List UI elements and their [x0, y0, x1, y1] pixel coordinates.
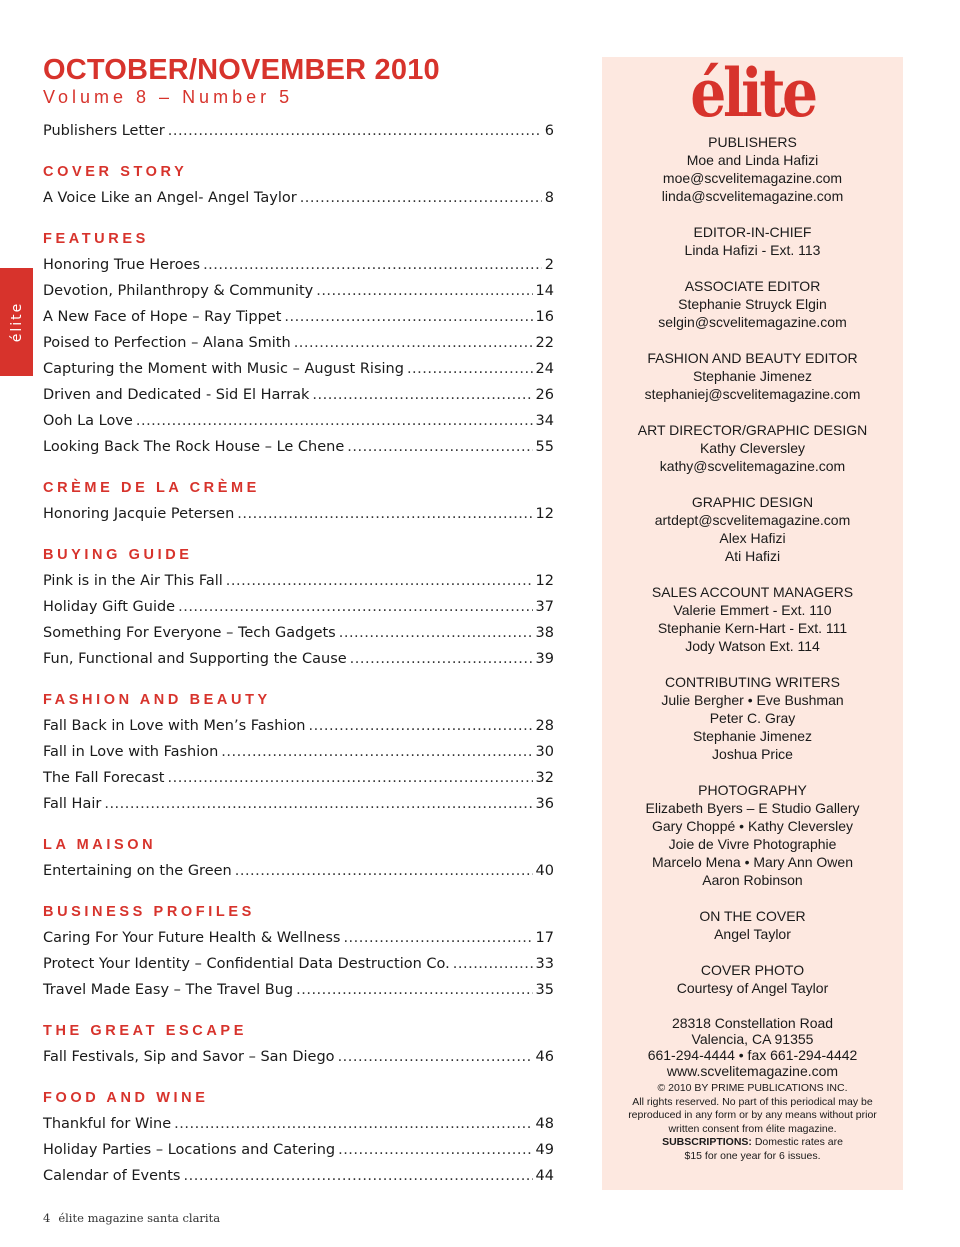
masthead-role: PUBLISHERS — [708, 134, 797, 150]
toc-dot-leader — [178, 594, 532, 620]
toc-entry[interactable] — [43, 951, 554, 977]
toc-entry-page: 12 — [535, 573, 554, 589]
toc-dot-leader — [296, 977, 532, 1003]
toc-entry[interactable] — [43, 501, 554, 527]
toc-dot-leader — [284, 304, 532, 330]
toc-entry-title: Fun, Functional and Supporting the Cause — [43, 651, 347, 667]
toc-dot-leader — [294, 330, 533, 356]
toc-entry[interactable] — [43, 185, 554, 211]
toc-entry[interactable] — [43, 1163, 554, 1189]
toc-dot-leader — [168, 118, 542, 144]
address-line[interactable]: www.scvelitemagazine.com — [666, 1063, 839, 1079]
toc-entry-title: Holiday Gift Guide — [43, 599, 176, 615]
legal-line: reproduced in any form or by any means without prior — [628, 1109, 877, 1121]
issue-volume: Volume 8 – Number 5 — [43, 87, 294, 107]
toc-entry-page: 39 — [535, 651, 554, 667]
masthead-block — [602, 493, 903, 565]
toc-entry[interactable] — [43, 594, 554, 620]
toc-entry-title: Fall Hair — [43, 796, 102, 812]
toc-entry-page: 2 — [544, 257, 554, 273]
masthead-block — [602, 277, 903, 331]
toc-entry[interactable] — [43, 977, 554, 1003]
toc-section-heading: BUYING GUIDE — [43, 547, 193, 563]
masthead-legal — [602, 1082, 903, 1136]
subscriptions-label: SUBSCRIPTIONS: — [662, 1136, 752, 1148]
toc-entry-page: 46 — [535, 1049, 554, 1065]
masthead-line: Elizabeth Byers – E Studio Gallery — [645, 800, 860, 816]
toc-entry[interactable] — [43, 925, 554, 951]
address-line: 28318 Constellation Road — [671, 1015, 834, 1031]
toc-entry-title: Entertaining on the Green — [43, 863, 232, 879]
masthead-block — [602, 907, 903, 943]
toc-entry-page: 49 — [535, 1142, 554, 1158]
toc-entry-page: 33 — [535, 956, 554, 972]
masthead-line[interactable]: stephaniej@scvelitemagazine.com — [644, 386, 861, 402]
subscriptions-text: Domestic rates are — [751, 1136, 843, 1148]
toc-dot-leader — [221, 739, 532, 765]
masthead-role: ASSOCIATE EDITOR — [684, 278, 821, 294]
toc-entry-page: 34 — [535, 413, 554, 429]
masthead-block — [602, 583, 903, 655]
toc-dot-leader — [343, 925, 532, 951]
masthead-block — [602, 673, 903, 763]
legal-line: written consent from élite magazine. — [668, 1122, 837, 1135]
toc-entry-title: Capturing the Moment with Music – August Rising — [43, 361, 404, 377]
toc-dot-leader — [350, 646, 533, 672]
toc-entry-page: 6 — [544, 123, 554, 139]
masthead-line[interactable]: kathy@scvelitemagazine.com — [659, 458, 846, 474]
masthead-line[interactable]: selgin@scvelitemagazine.com — [658, 314, 847, 330]
toc-dot-leader — [203, 252, 542, 278]
toc-entry[interactable] — [43, 118, 554, 144]
toc-entry[interactable] — [43, 620, 554, 646]
masthead-block — [602, 223, 903, 259]
masthead-line: Marcelo Mena • Mary Ann Owen — [652, 854, 853, 870]
toc-entry[interactable] — [43, 278, 554, 304]
masthead-line: Jody Watson Ext. 114 — [685, 638, 820, 654]
toc-entry-page: 14 — [535, 283, 554, 299]
toc-entry[interactable] — [43, 382, 554, 408]
address-line: 661-294-4444 • fax 661-294-4442 — [647, 1047, 858, 1063]
toc-entry-title: Calendar of Events — [43, 1168, 181, 1184]
toc-entry-page: 37 — [535, 599, 554, 615]
toc-entry-title: A Voice Like an Angel- Angel Taylor — [43, 190, 297, 206]
toc-entry-page: 16 — [535, 309, 554, 325]
toc-entry-page: 24 — [535, 361, 554, 377]
elite-logo: élite — [690, 54, 815, 132]
toc-entry-page: 35 — [535, 982, 554, 998]
masthead-block — [602, 421, 903, 475]
masthead-line[interactable]: artdept@scvelitemagazine.com — [654, 512, 851, 528]
toc-dot-leader — [136, 408, 533, 434]
toc-dot-leader — [237, 501, 532, 527]
masthead-line: Stephanie Jimenez — [692, 728, 813, 744]
masthead-role: GRAPHIC DESIGN — [691, 494, 814, 510]
toc-entry-page: 8 — [544, 190, 554, 206]
address-line: Valencia, CA 91355 — [691, 1031, 814, 1047]
footer-page-number: 4 — [43, 1211, 51, 1225]
masthead-line[interactable]: moe@scvelitemagazine.com — [662, 170, 843, 186]
toc-entry-page: 36 — [535, 796, 554, 812]
toc-entry-page: 40 — [535, 863, 554, 879]
toc-entry-title: A New Face of Hope – Ray Tippet — [43, 309, 282, 325]
page-footer — [43, 1211, 220, 1225]
masthead-line: Angel Taylor — [714, 926, 791, 942]
toc-entry-page: 17 — [535, 930, 554, 946]
toc-entry[interactable] — [43, 1137, 554, 1163]
toc-entry-page: 38 — [535, 625, 554, 641]
side-tab — [0, 268, 33, 376]
toc-entry[interactable] — [43, 858, 554, 884]
side-tab-label: élite — [8, 301, 25, 343]
toc-dot-leader — [407, 356, 533, 382]
toc-entry[interactable] — [43, 1044, 554, 1070]
masthead — [602, 54, 903, 1190]
toc-entry[interactable] — [43, 791, 554, 817]
toc-entry-title: Ooh La Love — [43, 413, 133, 429]
toc-entry[interactable] — [43, 408, 554, 434]
toc-entry[interactable] — [43, 713, 554, 739]
toc-section-heading: FOOD AND WINE — [43, 1090, 209, 1106]
masthead-role: CONTRIBUTING WRITERS — [665, 674, 840, 690]
toc-entry-title: Fall Back in Love with Men’s Fashion — [43, 718, 306, 734]
toc-entry-page: 28 — [535, 718, 554, 734]
masthead-line: Alex Hafizi — [719, 530, 786, 546]
toc-entry-title: Looking Back The Rock House – Le Chene — [43, 439, 345, 455]
toc-section-heading: LA MAISON — [43, 837, 157, 853]
toc-dot-leader — [300, 185, 542, 211]
masthead-line: Gary Choppé • Kathy Cleversley — [652, 818, 853, 834]
toc-entry-page: 44 — [535, 1168, 554, 1184]
masthead-line: Stephanie Struyck Elgin — [678, 296, 827, 312]
toc-entry-title: Travel Made Easy – The Travel Bug — [43, 982, 294, 998]
toc-dot-leader — [338, 1137, 532, 1163]
toc-entry[interactable] — [43, 765, 554, 791]
toc-dot-leader — [184, 1163, 533, 1189]
footer-publication: élite magazine santa clarita — [58, 1211, 221, 1225]
toc-entry-page: 22 — [535, 335, 554, 351]
toc-dot-leader — [104, 791, 532, 817]
legal-line: All rights reserved. No part of this periodical may be — [632, 1095, 873, 1108]
masthead-line: Ati Hafizi — [724, 548, 781, 564]
toc-section-heading: FASHION AND BEAUTY — [43, 692, 271, 708]
masthead-role: ON THE COVER — [699, 908, 806, 924]
toc-entry-title: Poised to Perfection – Alana Smith — [43, 335, 291, 351]
toc-entry-title: The Fall Forecast — [43, 770, 165, 786]
toc-entry-title: Fall Festivals, Sip and Savor – San Diego — [43, 1049, 335, 1065]
toc-dot-leader — [338, 1044, 533, 1070]
toc-dot-leader — [339, 620, 533, 646]
masthead-block — [602, 133, 903, 205]
toc-entry[interactable] — [43, 330, 554, 356]
masthead-line: Joshua Price — [712, 746, 793, 762]
toc-entry-title: Caring For Your Future Health & Wellness — [43, 930, 341, 946]
masthead-address — [602, 1015, 903, 1079]
toc-dot-leader — [347, 434, 532, 460]
toc-section-heading: BUSINESS PROFILES — [43, 904, 255, 920]
toc-entry-title: Holiday Parties – Locations and Catering — [43, 1142, 336, 1158]
masthead-line: Julie Bergher • Eve Bushman — [661, 692, 844, 708]
toc-entry-title: Fall in Love with Fashion — [43, 744, 219, 760]
masthead-role: COVER PHOTO — [700, 962, 805, 978]
toc-entry[interactable] — [43, 568, 554, 594]
subscriptions-line — [602, 1136, 903, 1150]
toc-entry-page: 12 — [535, 506, 554, 522]
toc-section-heading: CRÈME DE LA CRÈME — [43, 480, 260, 496]
toc-entry-title: Publishers Letter — [43, 123, 165, 139]
toc-dot-leader — [235, 858, 533, 884]
legal-line: © 2010 BY PRIME PUBLICATIONS INC. — [657, 1082, 848, 1094]
toc-dot-leader — [309, 713, 533, 739]
masthead-line[interactable]: linda@scvelitemagazine.com — [661, 188, 844, 204]
toc-entry-page: 26 — [535, 387, 554, 403]
masthead-line: Stephanie Jimenez — [692, 368, 813, 384]
toc-entry-page: 30 — [535, 744, 554, 760]
masthead-role: PHOTOGRAPHY — [698, 782, 807, 798]
toc-entry-title: Protect Your Identity – Confidential Data Destruction Co. — [43, 956, 450, 972]
toc-entry-title: Thankful for Wine — [43, 1116, 172, 1132]
masthead-block — [602, 349, 903, 403]
toc-entry[interactable] — [43, 434, 554, 460]
masthead-staff-list — [602, 133, 903, 997]
toc-entry-title: Honoring Jacquie Petersen — [43, 506, 235, 522]
toc-dot-leader — [316, 278, 532, 304]
masthead-line: Courtesy of Angel Taylor — [676, 980, 829, 996]
toc-entry[interactable] — [43, 304, 554, 330]
masthead-line: Joie de Vivre Photographie — [668, 836, 837, 852]
issue-title: OCTOBER/NOVEMBER 2010 — [43, 54, 440, 86]
masthead-role: ART DIRECTOR/GRAPHIC DESIGN — [637, 422, 868, 438]
toc-entry-page: 32 — [535, 770, 554, 786]
toc-entry-page: 55 — [535, 439, 554, 455]
toc-section-heading: THE GREAT ESCAPE — [43, 1023, 247, 1039]
masthead-block — [602, 781, 903, 889]
masthead-line: Stephanie Kern-Hart - Ext. 111 — [657, 620, 848, 636]
toc-section-heading: COVER STORY — [43, 164, 188, 180]
masthead-line: Aaron Robinson — [702, 872, 803, 888]
table-of-contents — [43, 118, 554, 1189]
toc-entry-title: Something For Everyone – Tech Gadgets — [43, 625, 336, 641]
masthead-line: Moe and Linda Hafizi — [686, 152, 819, 168]
masthead-line: Valerie Emmert - Ext. 110 — [673, 602, 832, 618]
toc-dot-leader — [312, 382, 532, 408]
toc-dot-leader — [226, 568, 533, 594]
masthead-role: SALES ACCOUNT MANAGERS — [651, 584, 854, 600]
masthead-line: Linda Hafizi - Ext. 113 — [684, 242, 821, 258]
toc-entry-title: Pink is in the Air This Fall — [43, 573, 223, 589]
toc-entry[interactable] — [43, 646, 554, 672]
toc-entry-title: Driven and Dedicated - Sid El Harrak — [43, 387, 310, 403]
masthead-role: EDITOR-IN-CHIEF — [693, 224, 812, 240]
toc-entry-title: Devotion, Philanthropy & Community — [43, 283, 314, 299]
masthead-role: FASHION AND BEAUTY EDITOR — [647, 350, 858, 366]
subscriptions-line-2: $15 for one year for 6 issues. — [684, 1149, 821, 1162]
masthead-line: Kathy Cleversley — [699, 440, 806, 456]
toc-entry-page: 48 — [535, 1116, 554, 1132]
toc-entry-title: Honoring True Heroes — [43, 257, 201, 273]
masthead-line: Peter C. Gray — [709, 710, 796, 726]
masthead-block — [602, 961, 903, 997]
toc-section-heading: FEATURES — [43, 231, 149, 247]
toc-entry[interactable] — [43, 252, 554, 278]
toc-entry[interactable] — [43, 356, 554, 382]
toc-entry[interactable] — [43, 739, 554, 765]
toc-dot-leader — [174, 1111, 532, 1137]
toc-dot-leader — [168, 765, 533, 791]
toc-dot-leader — [453, 951, 533, 977]
toc-entry[interactable] — [43, 1111, 554, 1137]
